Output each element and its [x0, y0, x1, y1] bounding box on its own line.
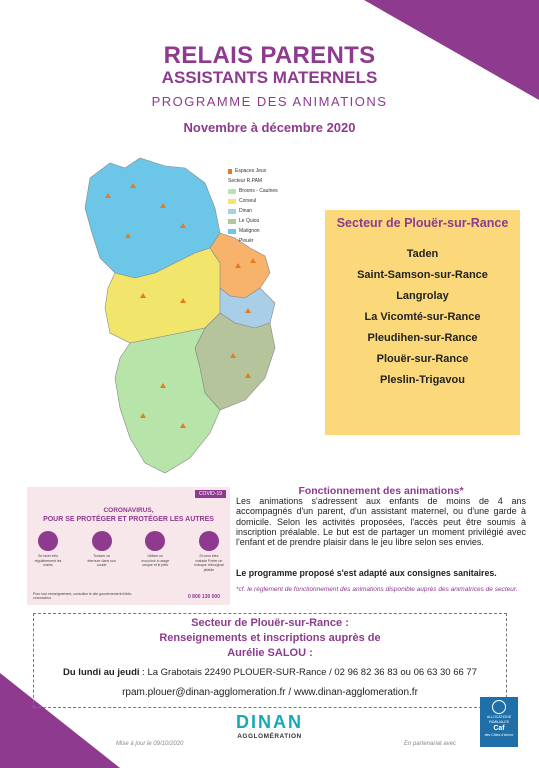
mask-icon: [199, 531, 219, 551]
legend-subtitle-row: Secteur R.PAM: [228, 178, 263, 184]
hand-wash-icon: [38, 531, 58, 551]
territory-map: [70, 138, 320, 480]
dinan-logo-sub: AGGLOMÉRATION: [237, 733, 302, 740]
functioning-adapted: Le programme proposé s'est adapté aux consignes sanitaires.: [236, 568, 497, 578]
covid-tip: Si vous êtes malade Porter un masque chirurgical jetable: [194, 531, 224, 572]
tissue-icon: [145, 531, 165, 551]
map-legend: [228, 166, 278, 246]
legend-label: Le Quiou: [239, 218, 260, 224]
update-date: Mise à jour le 09/10/2020: [116, 741, 184, 747]
commune: Saint-Samson-sur-Rance: [357, 269, 488, 281]
legend-label: Corseul: [239, 198, 257, 204]
covid-heading-2: POUR SE PROTÉGER ET PROTÉGER LES AUTRES: [43, 516, 214, 523]
covid-heading-1: CORONAVIRUS,: [103, 507, 154, 514]
sector-title: Secteur de Plouër-sur-Rance: [336, 216, 509, 230]
cough-icon: [92, 531, 112, 551]
legend-title-row: Espaces Jeux: [228, 166, 278, 176]
legend-item: [228, 186, 278, 196]
legend-swatch: [228, 239, 236, 244]
legend-label: Broons - Caulnes: [239, 188, 278, 194]
legend-swatch: [228, 199, 236, 204]
title-line-3: PROGRAMME DES ANIMATIONS: [151, 94, 388, 109]
commune: Pleslin-Trigavou: [380, 374, 465, 386]
legend-item: [228, 236, 278, 246]
legend-item: [228, 196, 278, 206]
title-line-2: ASSISTANTS MATERNELS: [161, 68, 378, 87]
sector-box: [325, 210, 520, 435]
contact-person: Aurélie SALOU :: [227, 647, 313, 659]
legend-item: [228, 206, 278, 216]
covid-tip: Utiliser un mouchoir à usage unique et le jeter: [140, 531, 170, 572]
functioning-text: Les animations s'adressent aux enfants de moins de 4 ans accompagnés d'un parent, d'un assistant maternel, ou d'une garde à domicile. Selon les activités proposées, l'accès peut être soumis à inscription préalable. Le but est de partager un moment privilégié avec l'enfant et de prendre plaisir dans le jeu libre selon ses envies.: [236, 496, 526, 548]
caf-logo: ALLOCATIONS FAMILIALES Caf des Côtes d'Armor: [480, 697, 518, 747]
functioning-note: *cf. le règlement de fonctionnement des animations disponible auprès des animatrices de secteur.: [236, 586, 518, 593]
partner-label: En partenariat avec: [404, 741, 457, 747]
legend-label: Matignon: [239, 228, 260, 234]
commune: Pleudihen-sur-Rance: [367, 332, 478, 344]
contact-info-label: Renseignements et inscriptions auprès de: [159, 632, 381, 644]
legend-swatch: [228, 209, 236, 214]
contact-sector: Secteur de Plouër-sur-Rance :: [191, 617, 349, 629]
contact-web[interactable]: rpam.plouer@dinan-agglomeration.fr / www.dinan-agglomeration.fr: [122, 687, 418, 698]
legend-swatch: [228, 189, 236, 194]
commune: La Vicomté-sur-Rance: [364, 311, 481, 323]
dinan-logo: DINAN: [236, 712, 303, 732]
caf-emblem-icon: [492, 700, 506, 714]
covid-footer: Pour tout renseignement, consultez le site gouvernement.fr/info-coronavirus: [33, 592, 133, 600]
legend-swatch: [228, 219, 236, 224]
commune: Plouër-sur-Rance: [376, 353, 469, 365]
legend-label: Dinan: [239, 208, 253, 214]
covid-phone: 0 800 130 000: [188, 594, 220, 600]
title-line-1: RELAIS PARENTS: [163, 42, 376, 69]
commune: Langrolay: [396, 290, 449, 302]
contact-box: [33, 613, 507, 708]
legend-item: [228, 216, 278, 226]
covid-tip: Tousser ou éternuer dans son coude: [87, 531, 117, 572]
covid-badge: COVID-19: [195, 490, 226, 498]
functioning-title: Fonctionnement des animations*: [298, 485, 464, 497]
contact-address: Du lundi au jeudi : La Grabotais 22490 PLOUER-SUR-Rance / 02 96 82 36 83 ou 06 63 30 66 77: [63, 667, 477, 678]
legend-swatch: [228, 229, 236, 234]
commune: Taden: [406, 248, 439, 260]
covid-poster: [27, 487, 230, 605]
legend-label: Plouër: [239, 238, 254, 244]
covid-tip: Se laver très régulièrement les mains: [33, 531, 63, 572]
legend-item: [228, 226, 278, 236]
period: Novembre à décembre 2020: [183, 120, 356, 135]
